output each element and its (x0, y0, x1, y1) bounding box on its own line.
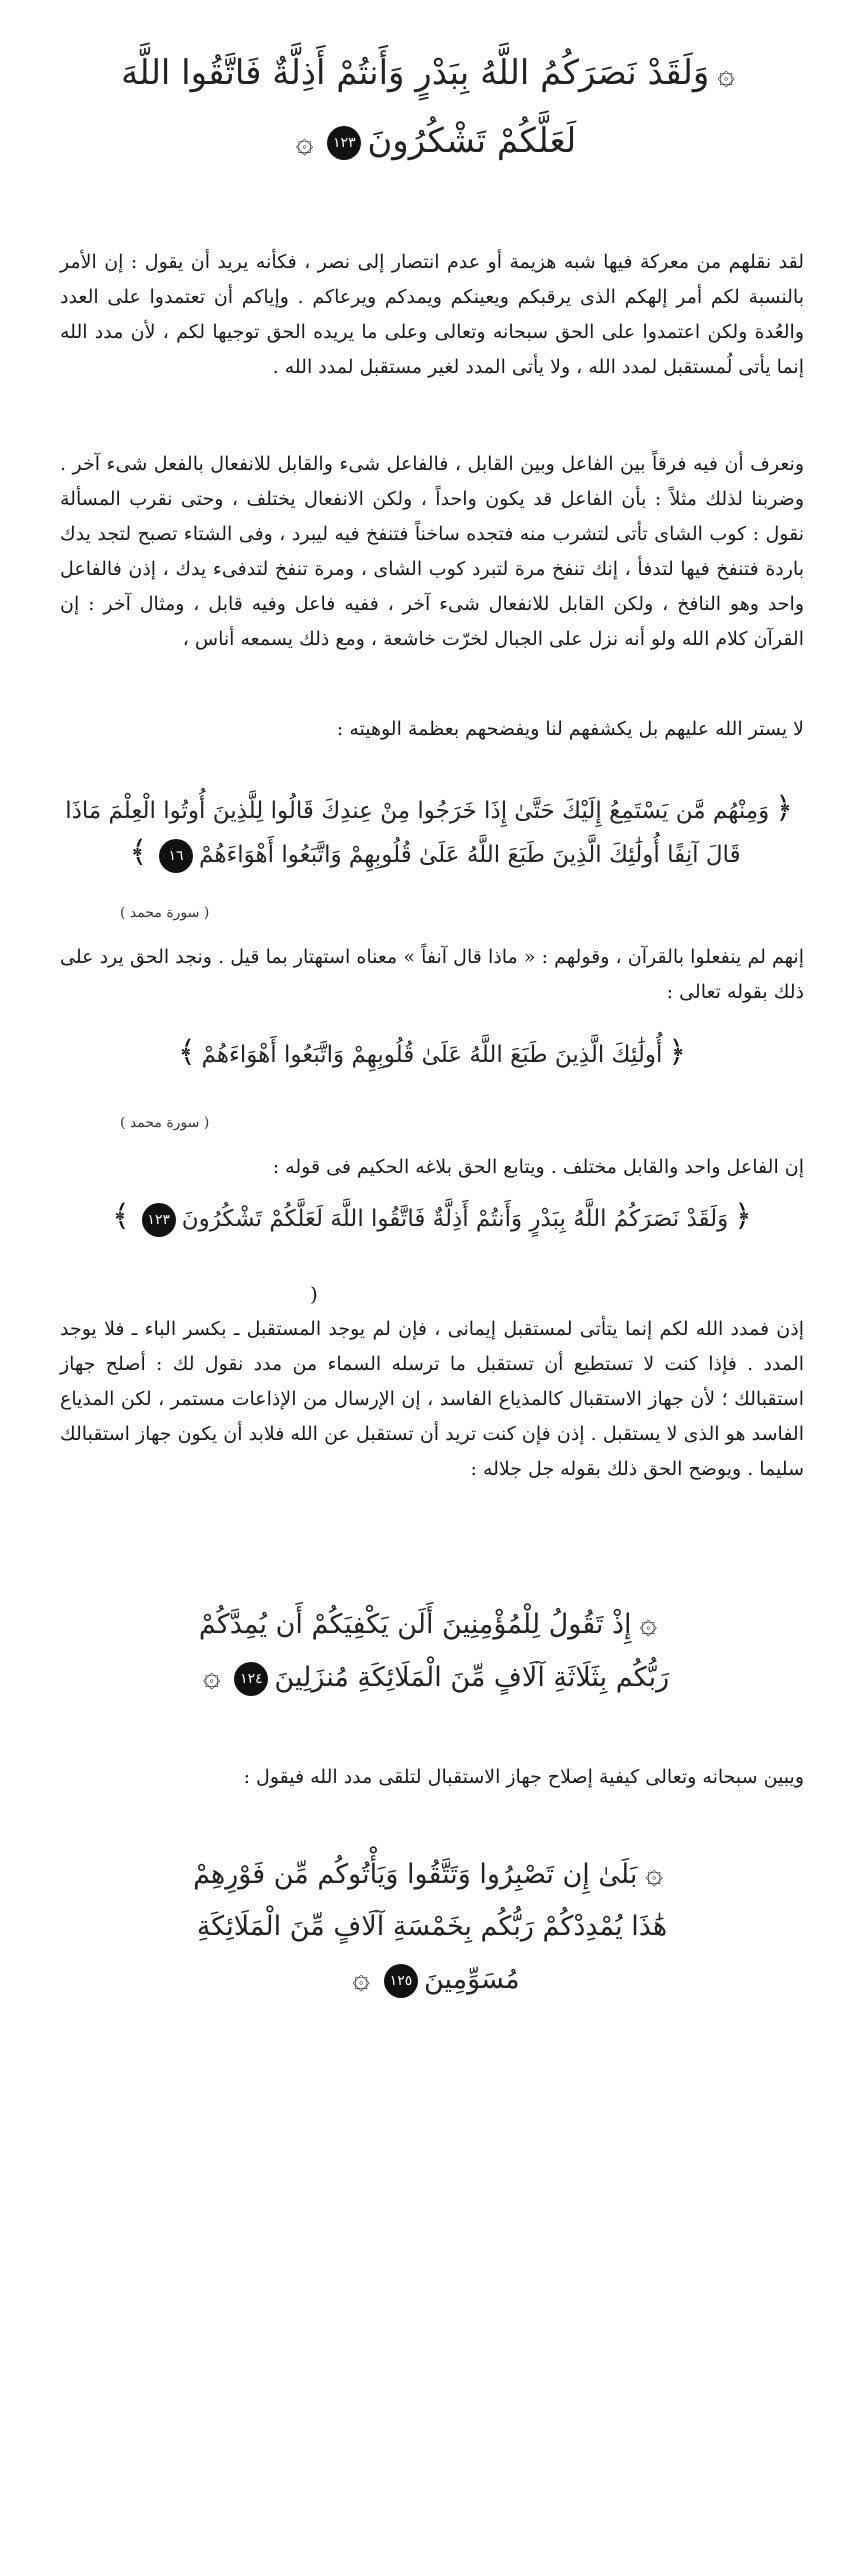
verse-muhammad-16-line-2: قَالَ آنِفًا أُولَٰئِكَ الَّذِينَ طَبَعَ اللَّهُ عَلَىٰ قُلُوبِهِمْ وَاتَّبَعُوا أَهْوَاءَهُمْ (199, 842, 741, 868)
paragraph-1: لقد نقلهم من معركة فيها شبه هزيمة أو عدم انتصار إلى نصر ، فكأنه يريد أن يقول : إن الأمر بالنسبة لكم أمر إلهكم الذى يرقبكم ويعينكم ويمدكم ويرعاكم . وإياكم أن تعتمدوا على العدد والعُدة ولكن اعتمدوا على الحق سبحانه وتعالى وعلى ما يريده الحق توجيها لكم ، لأن مدد الله إنما يأتى لُمستقبل لمدد الله ، ولا يأتى المدد لغير مستقبل لمدد الله . (60, 251, 804, 378)
open-brace-icon: ﴿ (734, 1199, 752, 1234)
open-brace-icon: ﴿ (668, 1035, 686, 1070)
verse-muhammad-16 (0, 788, 864, 876)
verse-muhammad-16-line-1: وَمِنْهُم مَّن يَسْتَمِعُ إِلَيْكَ حَتَّىٰ إِذَا خَرَجُوا مِنْ عِندِكَ قَالُوا لِلَّذِينَ أُوتُوا الْعِلْمَ مَاذَا (65, 798, 770, 824)
verse-125 (0, 1848, 864, 2006)
verse-125-number: ١٢٥ (384, 1964, 418, 1998)
verse-123-repeat-line: وَلَقَدْ نَصَرَكُمُ اللَّهُ بِبَدْرٍ وَأَنتُمْ أَذِلَّةٌ فَاتَّقُوا اللَّهَ لَعَلَّكُمْ تَشْكُرُونَ (181, 1206, 729, 1232)
verse-124-line-1: إِذْ تَقُولُ لِلْمُؤْمِنِينَ أَلَن يَكْفِيَكُمْ أَن يُمِدَّكُمْ (198, 1609, 632, 1640)
paragraph-4: إنهم لم ينفعلوا بالقرآن ، وقولهم : « ماذا قال آنفاً » معناه استهتار بما قيل . ونجد الحق يرد على ذلك بقوله تعالى : (60, 946, 804, 1003)
paragraph-7: ويبين سبحانه وتعالى كيفية إصلاح جهاز الاستقبال لتلقى مدد الله فيقول : (243, 1766, 804, 1788)
paragraph-3: لا يستر الله عليهم بل يكشفهم لنا ويفضحهم بعظمة الوهيته : (336, 718, 804, 740)
open-brace-icon: ﴿ (775, 791, 793, 826)
close-brace-icon: ﴾ (112, 1199, 130, 1234)
verse-124-number: ١٢٤ (234, 1662, 268, 1696)
source-label-1: ( سورة محمد ) (120, 905, 210, 921)
stray-mark: ( (310, 1282, 318, 1306)
verse-ornament-icon: ۞ (202, 1659, 221, 1694)
paragraph-5: إن الفاعل واحد والقابل مختلف . ويتابع الحق بلاغه الحكيم فى قوله : (272, 1156, 804, 1178)
verse-ornament-icon: ۞ (717, 57, 735, 92)
source-label-2: ( سورة محمد ) (120, 1115, 210, 1131)
verse-123-repeat (0, 1196, 864, 1240)
paragraph-2: ونعرف أن فيه فرقاً بين الفاعل وبين القابل ، فالفاعل شىء والقابل للانفعال بالفعل شىء آخر . وضربنا لذلك مثلاً : بأن الفاعل قد يكون واحداً ، ولكن الانفعال يختلف ، وحتى نقرب المسألة نقول : كوب الشاى تأتى لتشرب منه فتجده ساخناً فتنفخ فيه ليبرد ، وفى الشتاء تصبح لتجد يدك باردة فتنفخ فيها لتدفأ ، إنك تنفخ مرة لتبرد كوب الشاى ، ومرة تنفخ لتدفىء يدك ، إذن فالفاعل واحد وهو النافخ ، ولكن القابل للانفعال شىء آخر ، ففيه فاعل وفيه قابل ، ومثال آخر : إن القرآن كلام الله ولو أنه نزل على الجبال لخرّت خاشعة ، ومع ذلك يسمعه أناس ، (60, 453, 804, 650)
verse-muhammad-short (0, 1032, 864, 1076)
verse-123-line-1: وَلَقَدْ نَصَرَكُمُ اللَّهُ بِبَدْرٍ وَأَنتُمْ أَذِلَّةٌ فَاتَّقُوا اللَّهَ (121, 53, 710, 93)
verse-124 (0, 1598, 864, 1704)
verse-123-number: ١٢٣ (327, 126, 361, 160)
verse-125-line-1: بَلَىٰ إِن تَصْبِرُوا وَتَتَّقُوا وَيَأْتُوكُم مِّن فَوْرِهِمْ (193, 1859, 638, 1890)
verse-muhammad-short-line: أُولَٰئِكَ الَّذِينَ طَبَعَ اللَّهُ عَلَىٰ قُلُوبِهِمْ وَاتَّبَعُوا أَهْوَاءَهُمْ (201, 1042, 663, 1068)
verse-123-line-2: لَعَلَّكُمْ تَشْكُرُونَ (367, 121, 577, 161)
verse-ornament-icon: ۞ (352, 1961, 370, 1996)
paragraph-6: إذن فمدد الله لكم إنما يتأتى لمستقبل إيمانى ، فإن لم يوجد المستقبل ـ بكسر الباء ـ فلا يوجد المدد . فإذا كنت لا تستطيع أن تستقبل ما ترسله السماء من مدد نقول لك : أصلح جهاز استقبالك ؛ لأن جهاز الاستقبال كالمذياع الفاسد ، إن الإرسال من الإذاعات مستمر ، لكن المذياع الفاسد هو الذى لا يستقبل . إذن فإن كنت تريد أن تستقبل عن الله فلابد أن يكون جهاز استقبالك سليما . ويوضح الحق ذلك بقوله جل جلاله : (60, 1318, 804, 1480)
verse-muhammad-16-number: ١٦ (159, 839, 193, 873)
verse-125-line-2: هَٰذَا يُمْدِدْكُمْ رَبُّكُم بِخَمْسَةِ آلَافٍ مِّنَ الْمَلَائِكَةِ (196, 1911, 668, 1942)
close-brace-icon: ﴾ (129, 835, 148, 870)
verse-ornament-icon: ۞ (639, 1606, 658, 1641)
verse-ornament-icon: ۞ (295, 125, 314, 160)
close-brace-icon: ﴾ (178, 1035, 196, 1070)
verse-125-line-3: مُسَوِّمِينَ (423, 1964, 520, 1995)
verse-123-repeat-number: ١٢٣ (142, 1203, 176, 1237)
verse-124-line-2: رَبُّكُم بِثَلَاثَةِ آلَافٍ مِّنَ الْمَلَائِكَةِ مُنزَلِينَ (274, 1662, 670, 1693)
verse-ornament-icon: ۞ (645, 1856, 663, 1891)
verse-123-header (0, 40, 864, 176)
